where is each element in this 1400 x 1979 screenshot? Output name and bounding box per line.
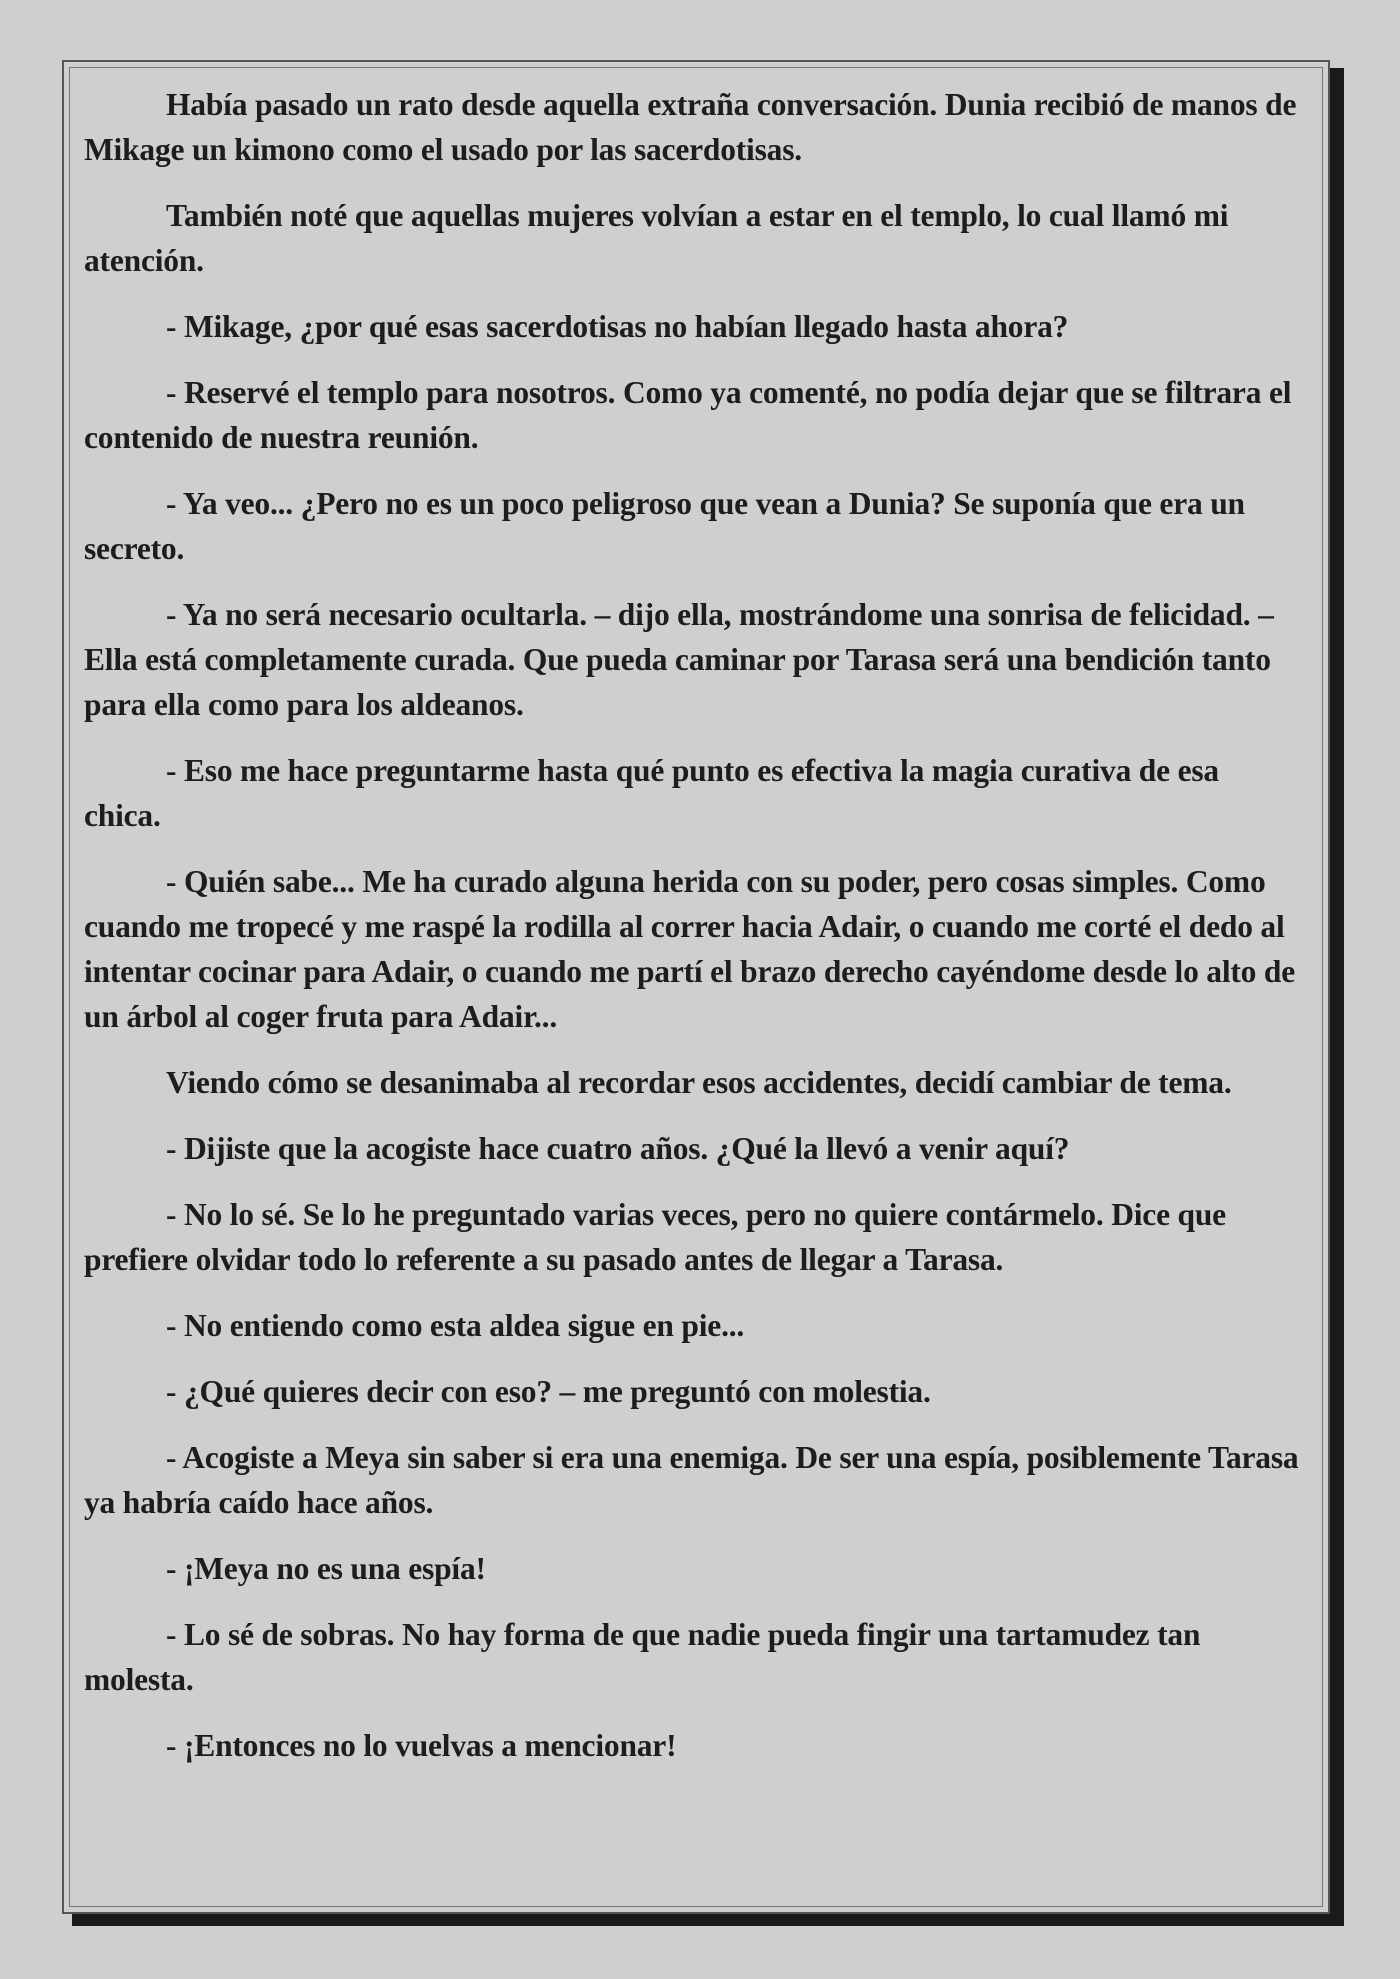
paragraph: - ¿Qué quieres decir con eso? – me preguntó con molestia. <box>166 1374 931 1409</box>
paragraph: - Mikage, ¿por qué esas sacerdotisas no habían llegado hasta ahora? <box>166 309 1069 344</box>
paragraph: - Eso me hace preguntarme hasta qué punto es efectiva la magia curativa de esa chica. <box>84 753 1219 833</box>
document-page <box>62 60 1330 1914</box>
document-text <box>84 82 1299 1789</box>
paragraph: - Reservé el templo para nosotros. Como ya comenté, no podía dejar que se filtrara el contenido de nuestra reunión. <box>84 375 1292 455</box>
paragraph: Viendo cómo se desanimaba al recordar esos accidentes, decidí cambiar de tema. <box>166 1065 1232 1100</box>
paragraph: Había pasado un rato desde aquella extraña conversación. Dunia recibió de manos de Mikage un kimono como el usado por las sacerdotisas. <box>84 87 1297 167</box>
paragraph: - No lo sé. Se lo he preguntado varias veces, pero no quiere contármelo. Dice que prefiere olvidar todo lo referente a su pasado antes de llegar a Tarasa. <box>84 1197 1226 1277</box>
paragraph: - Lo sé de sobras. No hay forma de que nadie pueda fingir una tartamudez tan molesta. <box>84 1617 1201 1697</box>
paragraph: - Quién sabe... Me ha curado alguna herida con su poder, pero cosas simples. Como cuando me tropecé y me raspé la rodilla al correr hacia Adair, o cuando me corté el dedo al intentar cocinar para Adair, o cuando me partí el brazo derecho cayéndome desde lo alto de un árbol al coger fruta para Adair... <box>84 864 1296 1034</box>
paragraph: También noté que aquellas mujeres volvían a estar en el templo, lo cual llamó mi atención. <box>84 198 1229 278</box>
paragraph: - Dijiste que la acogiste hace cuatro años. ¿Qué la llevó a venir aquí? <box>166 1131 1070 1166</box>
paragraph: - No entiendo como esta aldea sigue en pie... <box>166 1308 745 1343</box>
paragraph: - Ya veo... ¿Pero no es un poco peligroso que vean a Dunia? Se suponía que era un secreto. <box>84 486 1245 566</box>
paragraph: - ¡Entonces no lo vuelvas a mencionar! <box>166 1728 677 1763</box>
paragraph: - Ya no será necesario ocultarla. – dijo ella, mostrándome una sonrisa de felicidad. – Ella está completamente curada. Que pueda caminar por Tarasa será una bendición tanto para ella como para los aldeanos. <box>84 597 1274 722</box>
paragraph: - Acogiste a Meya sin saber si era una enemiga. De ser una espía, posiblemente Tarasa ya habría caído hace años. <box>84 1440 1299 1520</box>
paragraph: - ¡Meya no es una espía! <box>166 1551 486 1586</box>
